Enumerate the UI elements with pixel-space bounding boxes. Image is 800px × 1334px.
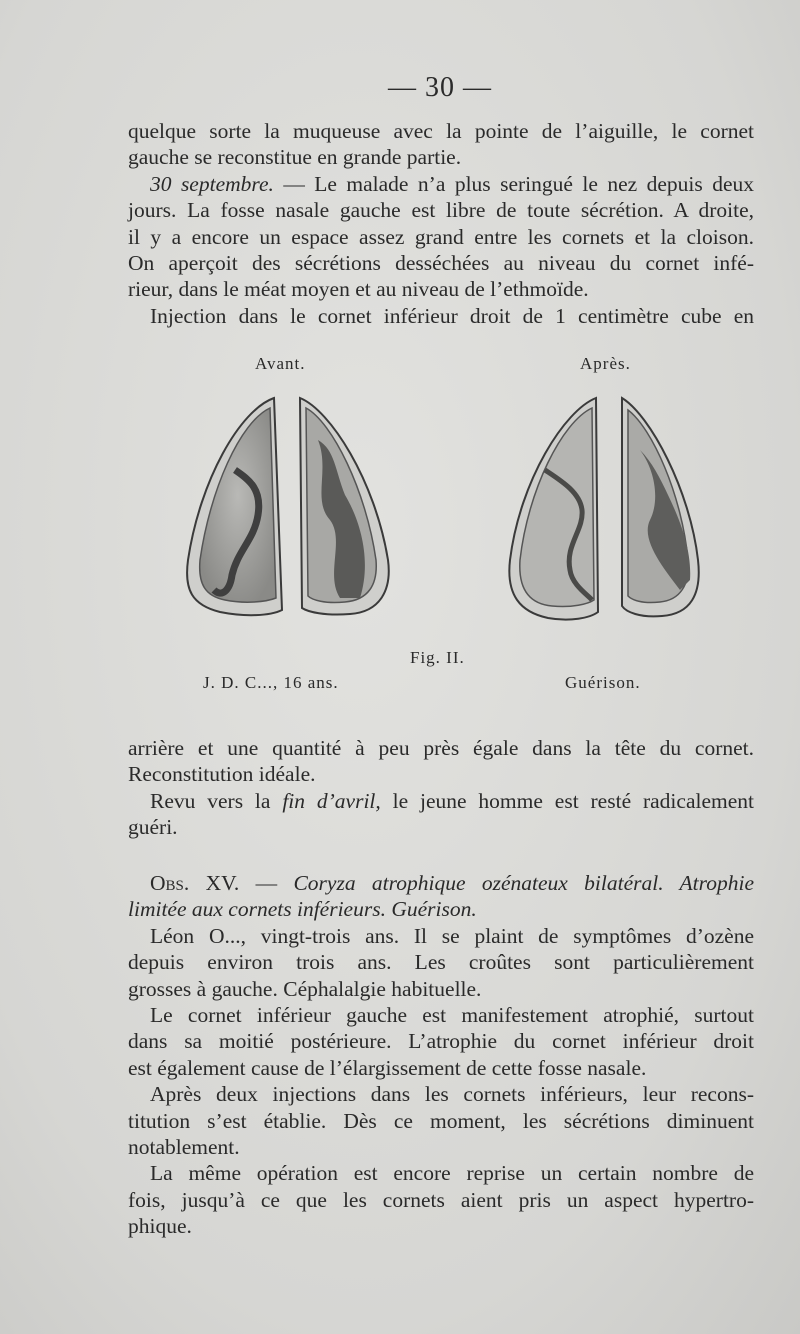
lower-text-block bbox=[128, 735, 754, 841]
obs-title: Coryza atrophique ozénateux bilatéral. Atrophie bbox=[293, 871, 754, 895]
text-line bbox=[128, 788, 754, 814]
patient-caption: J. D. C..., 16 ans. bbox=[203, 673, 339, 692]
text-line: guéri. bbox=[128, 815, 178, 840]
result-caption: Guérison. bbox=[565, 673, 641, 692]
text-line: depuis environ trois ans. Les croûtes sont particulièrement bbox=[128, 950, 754, 975]
avant-right-fossa bbox=[300, 398, 389, 615]
text-line: grosses à gauche. Céphalalgie habituelle. bbox=[128, 976, 482, 1001]
italic-fragment: fin d’avril, bbox=[282, 788, 381, 813]
text-line: Reconstitution idéale. bbox=[128, 762, 316, 787]
page-number: — 30 — bbox=[388, 72, 492, 103]
obs-title-cont: limitée aux cornets inférieurs. Guérison. bbox=[128, 897, 477, 922]
text-line: Léon O..., vingt-trois ans. Il se plaint de symptômes d’ozène bbox=[150, 923, 754, 948]
apres-right-fossa bbox=[622, 398, 699, 616]
text-line: dans sa moitié postérieure. L’atrophie du cornet inférieur droit bbox=[128, 1029, 754, 1054]
obs-heading-line bbox=[128, 896, 754, 922]
text-line: jours. La fosse nasale gauche est libre de toute sécrétion. A droite, bbox=[128, 198, 754, 223]
text-line: Le cornet inférieur gauche est manifestement atrophié, surtout bbox=[150, 1003, 754, 1028]
text-line: il y a encore un espace assez grand entre les cornets et la cloison. bbox=[128, 224, 754, 249]
figure-label: Fig. II. bbox=[410, 648, 465, 667]
text-line: rieur, dans le méat moyen et au niveau de l’ethmoïde. bbox=[128, 277, 589, 302]
apres-left-fossa bbox=[509, 398, 598, 620]
text-line: arrière et une quantité à peu près égale dans la tête du cornet. bbox=[128, 736, 754, 760]
obs-label: Obs. XV. — bbox=[150, 871, 294, 895]
date-italic: 30 septembre. bbox=[150, 171, 274, 196]
text-line: gauche se reconstitue en grande partie. bbox=[128, 145, 462, 170]
observation-block bbox=[128, 870, 754, 1240]
text-line: Après deux injections dans les cornets inférieurs, leur recons- bbox=[150, 1082, 754, 1107]
text-fragment: Revu vers la bbox=[150, 788, 283, 813]
text-line: phique. bbox=[128, 1214, 192, 1239]
text-line: quelque sorte la muqueuse avec la pointe de l’aiguille, le cornet bbox=[128, 119, 754, 143]
text-line: La même opération est encore reprise un certain nombre de bbox=[150, 1161, 754, 1186]
avant-left-fossa bbox=[187, 398, 282, 615]
text-line: On aperçoit des sécrétions desséchées au niveau du cornet infé- bbox=[128, 251, 754, 276]
text-line: est également cause de l’élargissement de cette fosse nasale. bbox=[128, 1055, 647, 1080]
obs-heading-line bbox=[128, 870, 754, 896]
caption-before: Avant. bbox=[255, 354, 306, 373]
text-line: titution s’est établie. Dès ce moment, les sécrétions diminuent bbox=[128, 1108, 754, 1133]
text-line: notablement. bbox=[128, 1135, 240, 1160]
text-fragment: — Le malade n’a plus seringué le nez depuis deux bbox=[273, 171, 754, 196]
text-line: Injection dans le cornet inférieur droit de 1 centimètre cube en bbox=[150, 303, 754, 328]
text-fragment: le jeune homme est resté radicalement bbox=[380, 788, 754, 813]
caption-after: Après. bbox=[580, 354, 631, 373]
text-line: fois, jusqu’à ce que les cornets aient pris un aspect hypertro- bbox=[128, 1187, 754, 1212]
